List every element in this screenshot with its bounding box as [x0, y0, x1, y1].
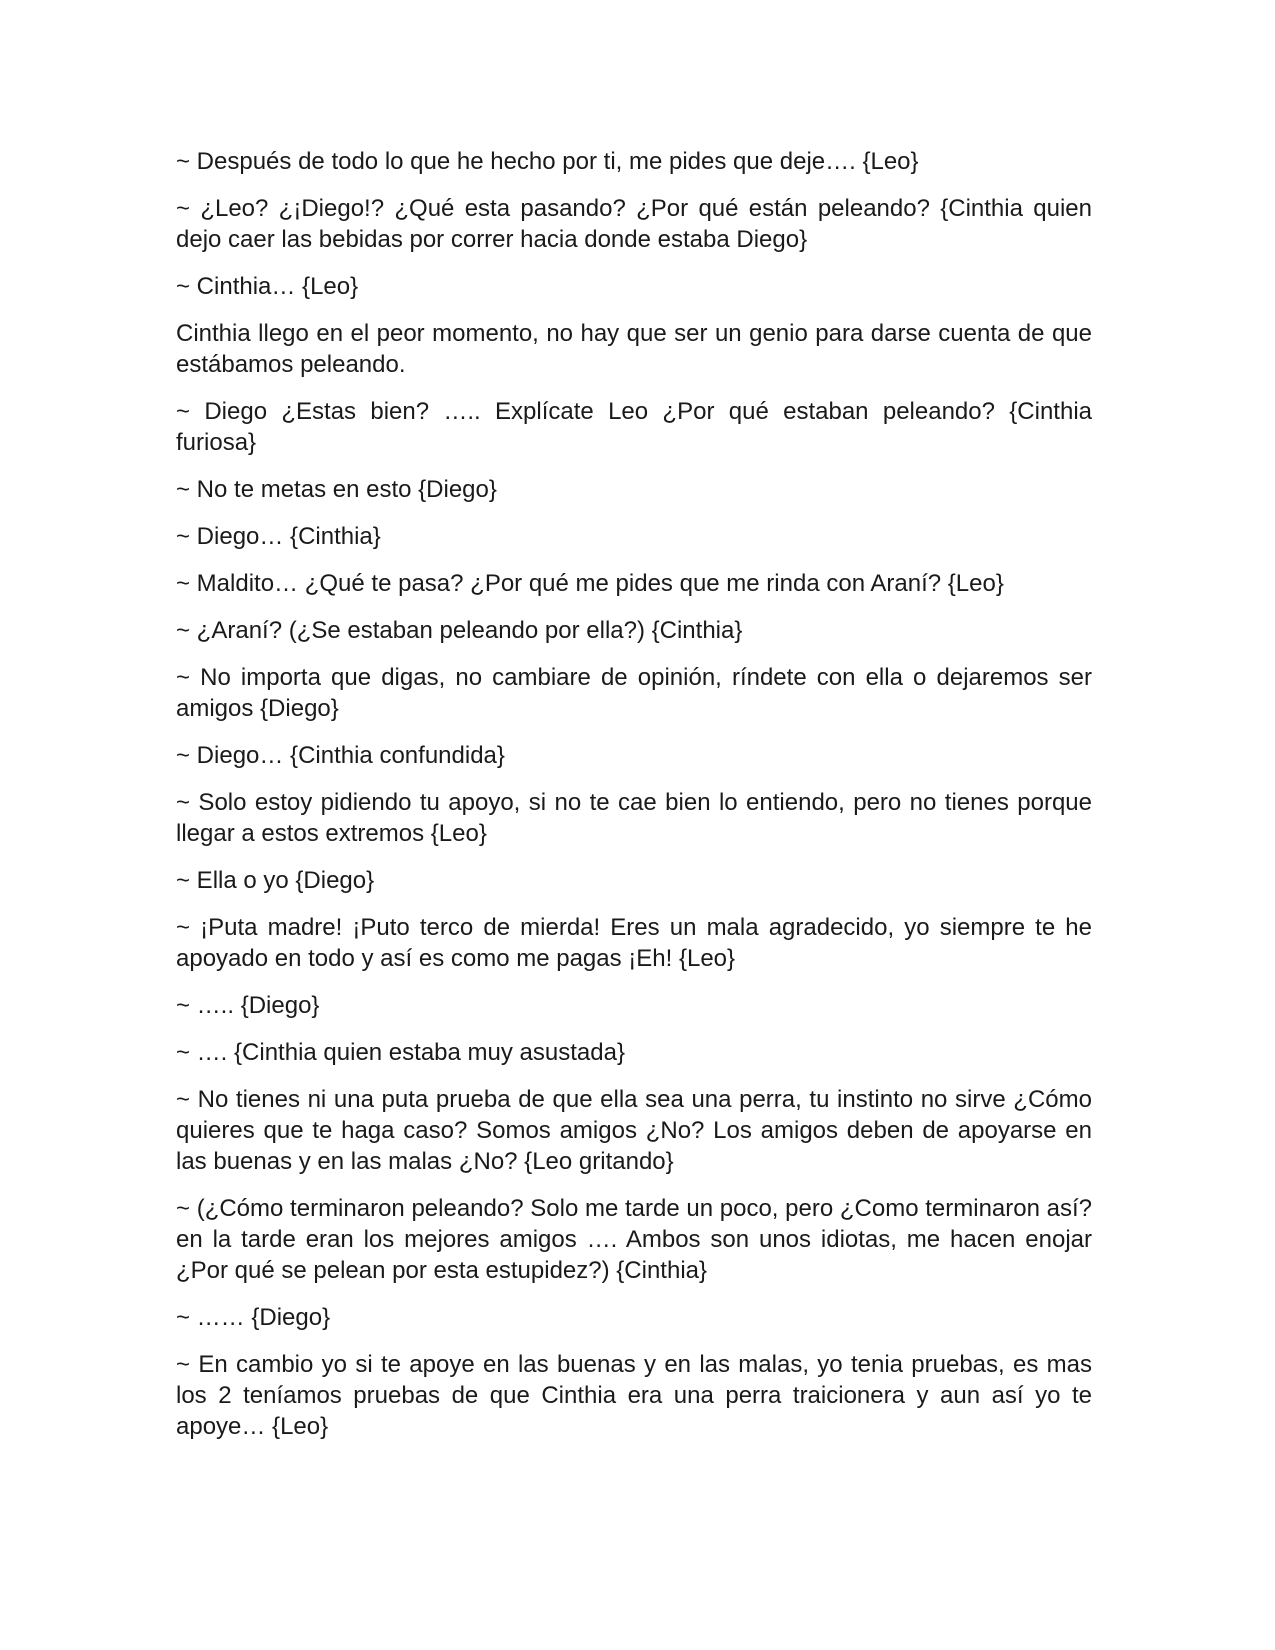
paragraph: ~ En cambio yo si te apoye en las buenas y en las malas, yo tenia pruebas, es mas los 2 teníamos pruebas de que Cinthia era una perra traicionera y aun así yo te apoye… {Leo} [176, 1351, 1092, 1440]
paragraph: ~ …. {Cinthia quien estaba muy asustada} [176, 1039, 625, 1066]
paragraph: ~ ¿Araní? (¿Se estaban peleando por ella?) {Cinthia} [176, 617, 743, 644]
paragraph: ~ No tienes ni una puta prueba de que ella sea una perra, tu instinto no sirve ¿Cómo quieres que te haga caso? Somos amigos ¿No? Los amigos deben de apoyarse en las buenas y en las malas ¿No? {Leo gritando} [176, 1086, 1092, 1175]
paragraph: ~ …… {Diego} [176, 1304, 331, 1331]
paragraph: ~ Maldito… ¿Qué te pasa? ¿Por qué me pides que me rinda con Araní? {Leo} [176, 570, 1004, 597]
paragraph: ~ Después de todo lo que he hecho por ti, me pides que deje…. {Leo} [176, 148, 919, 175]
paragraph: ~ Diego ¿Estas bien? ….. Explícate Leo ¿Por qué estaban peleando? {Cinthia furiosa} [176, 398, 1092, 456]
paragraph: Cinthia llego en el peor momento, no hay que ser un genio para darse cuenta de que estábamos peleando. [176, 320, 1092, 378]
paragraph: ~ Cinthia… {Leo} [176, 273, 359, 300]
paragraph: ~ (¿Cómo terminaron peleando? Solo me tarde un poco, pero ¿Como terminaron así? en la tarde eran los mejores amigos …. Ambos son unos idiotas, me hacen enojar ¿Por qué se pelean por esta estupidez?) {Cinthia} [176, 1195, 1092, 1284]
paragraph: ~ No te metas en esto {Diego} [176, 476, 497, 503]
paragraph: ~ ¡Puta madre! ¡Puto terco de mierda! Eres un mala agradecido, yo siempre te he apoyado en todo y así es como me pagas ¡Eh! {Leo} [176, 914, 1092, 972]
paragraph: ~ ¿Leo? ¿¡Diego!? ¿Qué esta pasando? ¿Por qué están peleando? {Cinthia quien dejo caer las bebidas por correr hacia donde estaba Diego} [176, 195, 1092, 253]
paragraph: ~ ….. {Diego} [176, 992, 320, 1019]
paragraph: ~ Diego… {Cinthia confundida} [176, 742, 505, 769]
paragraph: ~ Solo estoy pidiendo tu apoyo, si no te cae bien lo entiendo, pero no tienes porque llegar a estos extremos {Leo} [176, 789, 1092, 847]
paragraph: ~ Diego… {Cinthia} [176, 523, 381, 550]
paragraph: ~ Ella o yo {Diego} [176, 867, 375, 894]
document-body [176, 146, 1092, 1458]
paragraph: ~ No importa que digas, no cambiare de opinión, ríndete con ella o dejaremos ser amigos {Diego} [176, 664, 1092, 722]
